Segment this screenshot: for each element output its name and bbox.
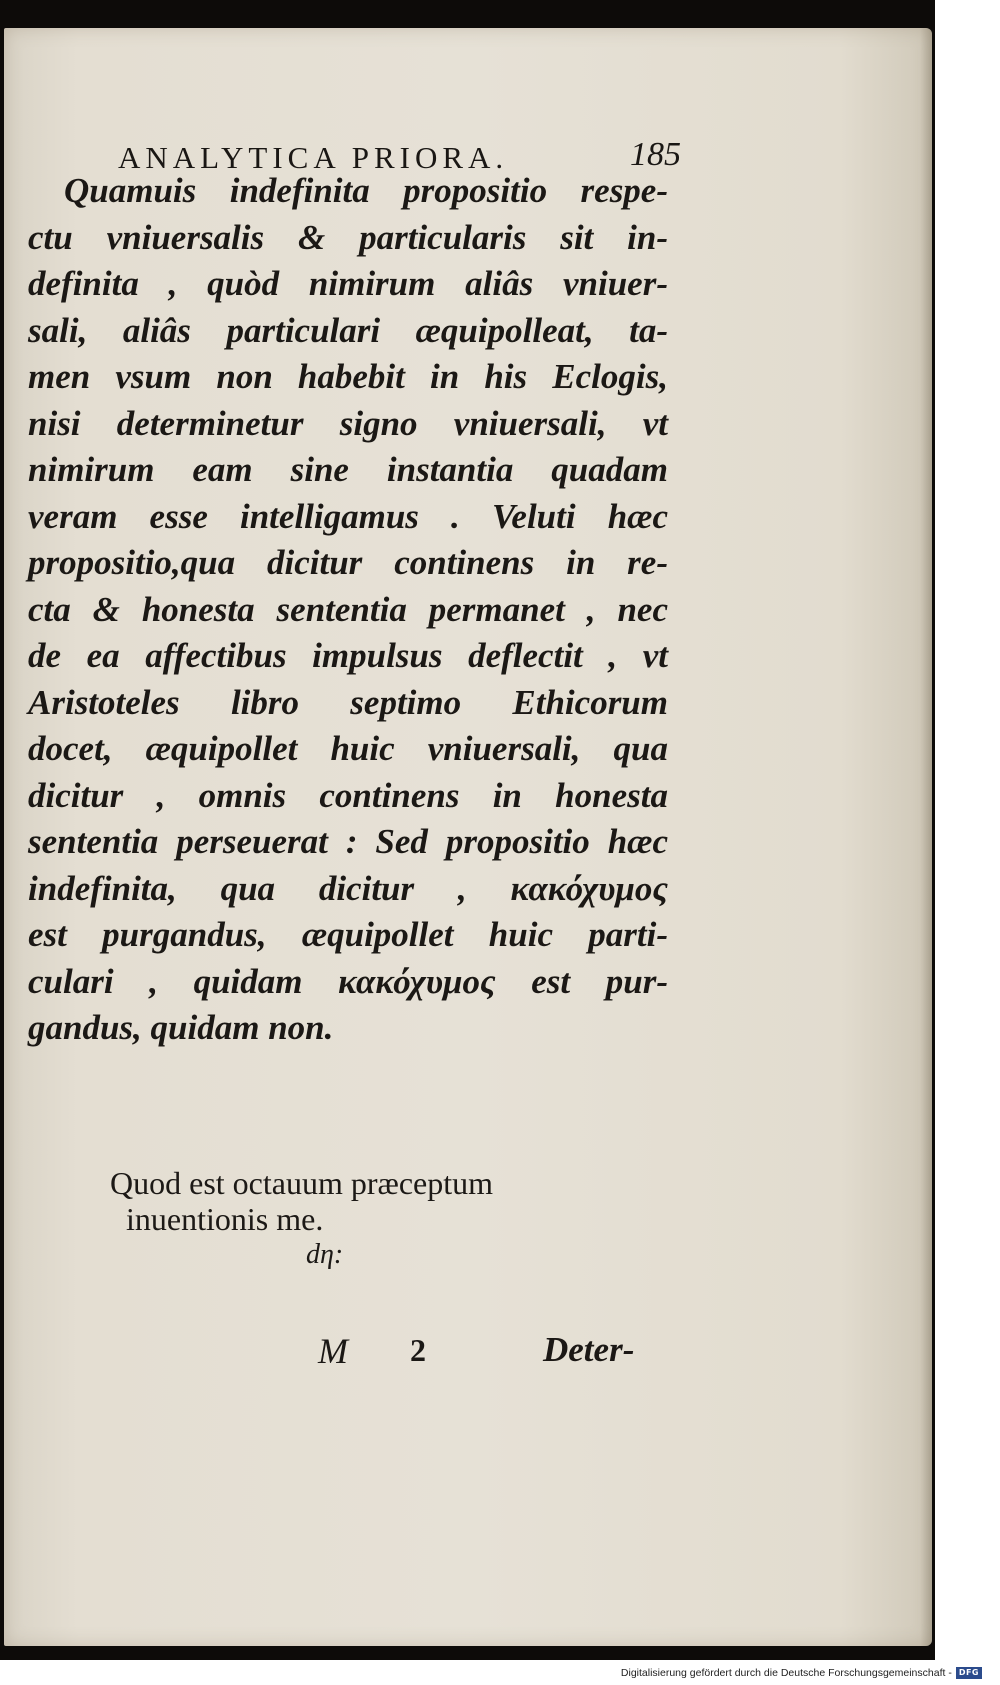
running-head: ANALYTICA PRIORA. — [118, 140, 509, 175]
text-line: sententia perseuerat : Sed propositio hæc — [28, 822, 668, 861]
note-line: inuentionis me. — [126, 1201, 324, 1237]
text-line: ctu vniuersalis & particularis sit in- — [28, 217, 668, 257]
signature-number: 2 — [410, 1332, 426, 1368]
text-line: indefinita, qua dicitur , κακόχυμος — [28, 868, 668, 908]
note-line: dη: — [306, 1239, 344, 1270]
text-line: dicitur , omnis continens in honesta — [28, 775, 668, 815]
text-line: culari , quidam κακόχυμος est pur- — [28, 961, 668, 1001]
page-edge-shadow — [920, 28, 932, 1646]
digitization-credit — [621, 1667, 982, 1679]
text-line: nisi determinetur signo vniuersali, vt — [28, 403, 668, 443]
text-line: nimirum eam sine instantia quadam — [28, 450, 668, 489]
text-line: sali, aliâs particulari æquipolleat, ta- — [28, 310, 668, 350]
text-line: cta & honesta sententia permanet , nec — [28, 589, 668, 629]
text-line: Quamuis indefinita propositio respe- — [64, 171, 668, 210]
text-line: men vsum non habebit in his Eclogis, — [28, 357, 668, 396]
body-text — [28, 168, 668, 1052]
text-line: Aristoteles libro septimo Ethicorum — [28, 682, 668, 722]
text-line: de ea affectibus impulsus deflectit , vt — [28, 636, 668, 675]
credit-text: Digitalisierung gefördert durch die Deutsche Forschungsgemeinschaft - — [620, 1667, 952, 1679]
page-header — [118, 114, 681, 175]
signature-mark: M — [318, 1331, 348, 1371]
page-number: 185 — [630, 136, 681, 173]
catchword: Deter- — [543, 1330, 635, 1369]
text-line: propositio,qua dicitur continens in re- — [28, 543, 668, 582]
page-footer — [318, 1330, 698, 1380]
text-line: gandus, quidam non. — [28, 1008, 334, 1047]
note-line: Quod est octauum præceptum — [110, 1165, 494, 1201]
text-line: docet, æquipollet huic vniuersali, qua — [28, 729, 668, 768]
text-line: veram esse intelligamus . Veluti hæc — [28, 496, 668, 536]
text-line: definita , quòd nimirum aliâs vniuer- — [28, 264, 668, 303]
dfg-logo: DFG — [956, 1667, 982, 1679]
text-line: est purgandus, æquipollet huic parti- — [28, 915, 668, 954]
handwritten-note — [110, 1165, 590, 1273]
